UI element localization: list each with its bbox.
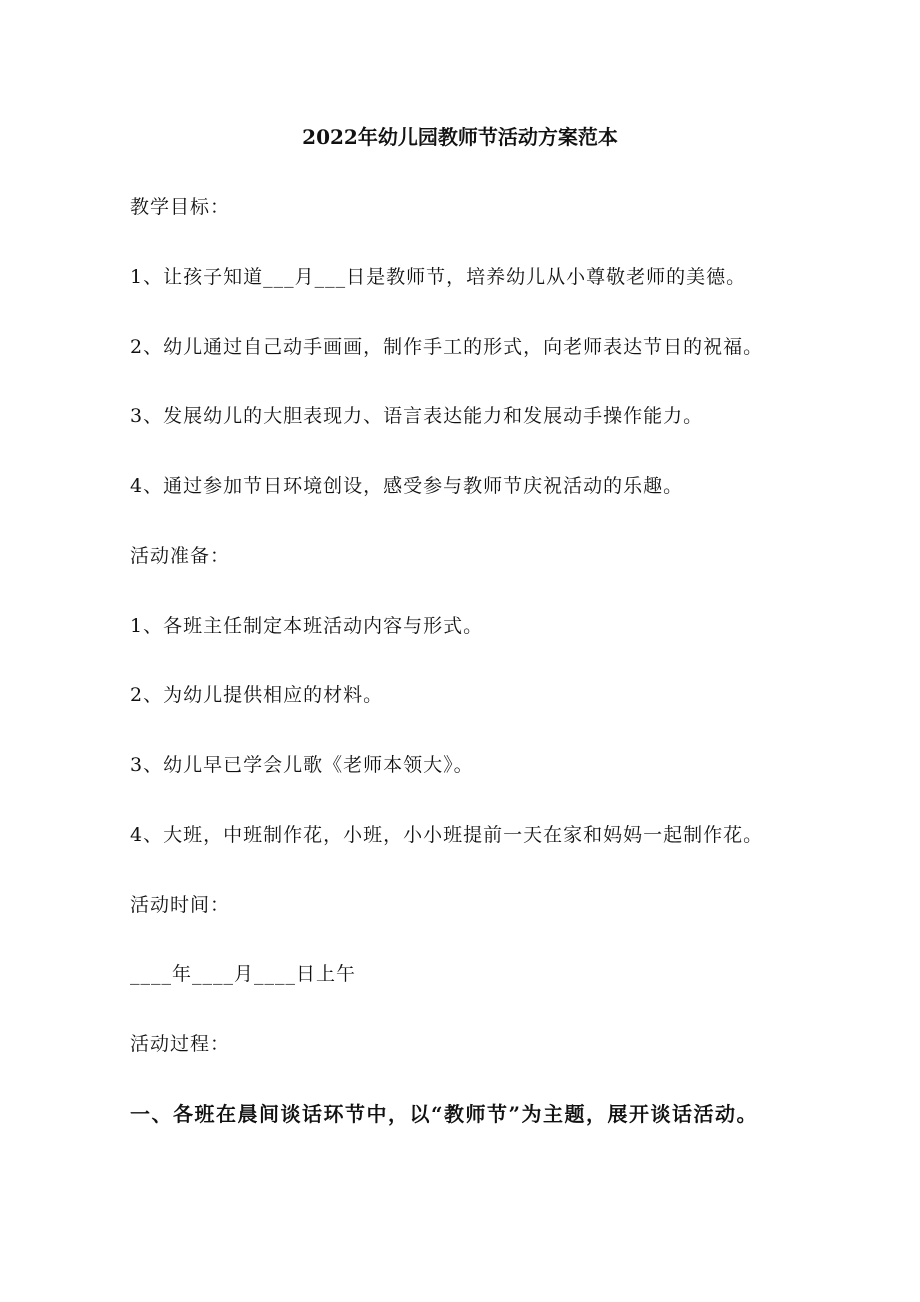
section-heading-preparation: 活动准备： <box>130 545 231 567</box>
goal-item-1: 1、让孩子知道___月___日是教师节，培养幼儿从小尊敬老师的美德。 <box>130 266 747 288</box>
activity-time-value: ____年____月____日上午 <box>130 963 357 985</box>
goal-item-2: 2、幼儿通过自己动手画画，制作手工的形式，向老师表达节日的祝福。 <box>130 336 764 358</box>
preparation-item-1: 1、各班主任制定本班活动内容与形式。 <box>130 615 484 637</box>
preparation-item-2: 2、为幼儿提供相应的材料。 <box>130 684 384 706</box>
preparation-item-3: 3、幼儿早已学会儿歌《老师本领大》。 <box>130 754 474 776</box>
section-heading-process: 活动过程： <box>130 1033 231 1055</box>
preparation-item-4: 4、大班，中班制作花，小班，小小班提前一天在家和妈妈一起制作花。 <box>130 824 764 846</box>
process-step-1: 一、各班在晨间谈话环节中，以“教师节”为主题，展开谈话活动。 <box>130 1102 759 1126</box>
goal-item-4: 4、通过参加节日环境创设，感受参与教师节庆祝活动的乐趣。 <box>130 475 684 497</box>
goal-item-3: 3、发展幼儿的大胆表现力、语言表达能力和发展动手操作能力。 <box>130 405 704 427</box>
document-title: 2022年幼儿园教师节活动方案范本 <box>302 125 618 149</box>
section-heading-goals: 教学目标： <box>130 196 231 218</box>
section-heading-time: 活动时间： <box>130 894 231 916</box>
